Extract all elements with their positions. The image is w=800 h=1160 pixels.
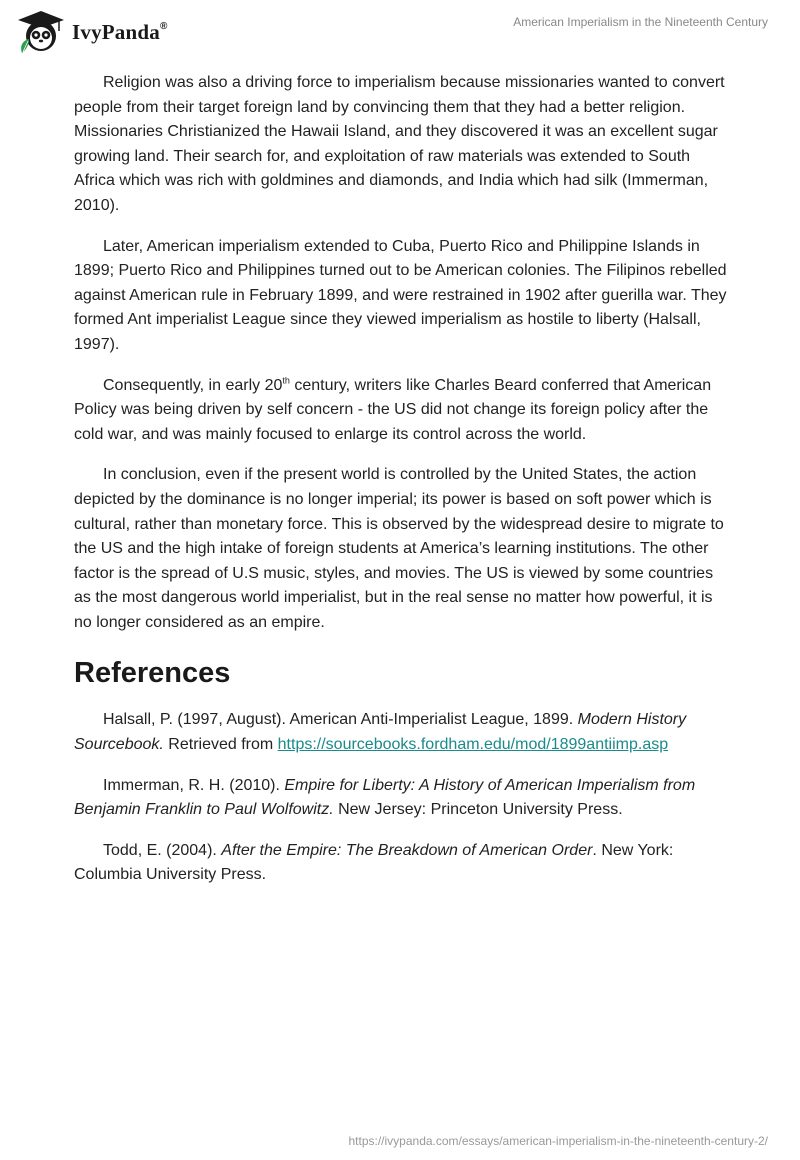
body-paragraph: In conclusion, even if the present world is controlled by the United States, the action depicted by the dominance is no longer imperial; its power is based on soft power which is cultural, rather than monetary force. This is observed by the widespread desire to migrate to the US and the high intake of foreign students at America’s learning institutions. The other factor is the spread of U.S music, styles, and movies. The US is viewed by some countries as the most dangerous world imperialist, but in the real sense no matter how powerful, it is no longer considered as an empire. <box>74 466 724 631</box>
essay-content <box>74 71 729 904</box>
ivypanda-logo[interactable] <box>15 9 168 55</box>
page-header <box>0 0 800 60</box>
body-paragraph: Later, American imperialism extended to Cuba, Puerto Rico and Philippine Islands in 1899; Puerto Rico and Philippines turned out to be American colonies. The Filipinos rebelled against American rule in February 1899, and were restrained in 1902 after guerilla war. They formed Ant imperialist League since they viewed imperialism as hostile to liberty (Halsall, 1997). <box>74 237 727 353</box>
brand-name: IvyPanda® <box>72 19 168 44</box>
reference-entry: Halsall, P. (1997, August). American Anti-Imperialist League, 1899. Modern History Sourcebook. Retrieved from https://sourcebooks.fordham.edu/mod/1899antiimp.asp <box>74 711 687 754</box>
body-paragraph: Religion was also a driving force to imperialism because missionaries wanted to convert people from their target foreign land by convincing them that they had a better religion. Missionaries Christianized the Hawaii Island, and they discovered it was an excellent sugar growing land. Their search for, and exploitation of raw materials was extended to South Africa which was rich with goldmines and diamonds, and India which had silk (Immerman, 2010). <box>74 74 725 214</box>
reference-entry: Immerman, R. H. (2010). Empire for Liberty: A History of American Imperialism from Benjamin Franklin to Paul Wolfowitz. New Jersey: Princeton University Press. <box>74 776 696 819</box>
references-heading: References <box>74 657 231 690</box>
reference-entry: Todd, E. (2004). After the Empire: The Breakdown of American Order. New York: Columbia University Press. <box>74 841 674 884</box>
panda-graduate-icon <box>15 9 67 55</box>
body-paragraph: Consequently, in early 20th century, writers like Charles Beard conferred that American Policy was being driven by self concern - the US did not change its foreign policy after the cold war, and was mainly focused to enlarge its control across the world. <box>74 375 712 443</box>
footer-url: https://ivypanda.com/essays/american-imperialism-in-the-nineteenth-century-2/ <box>348 1134 768 1148</box>
document-title: American Imperialism in the Nineteenth Century <box>513 15 768 29</box>
reference-link[interactable]: https://sourcebooks.fordham.edu/mod/1899antiimp.asp <box>277 736 669 754</box>
